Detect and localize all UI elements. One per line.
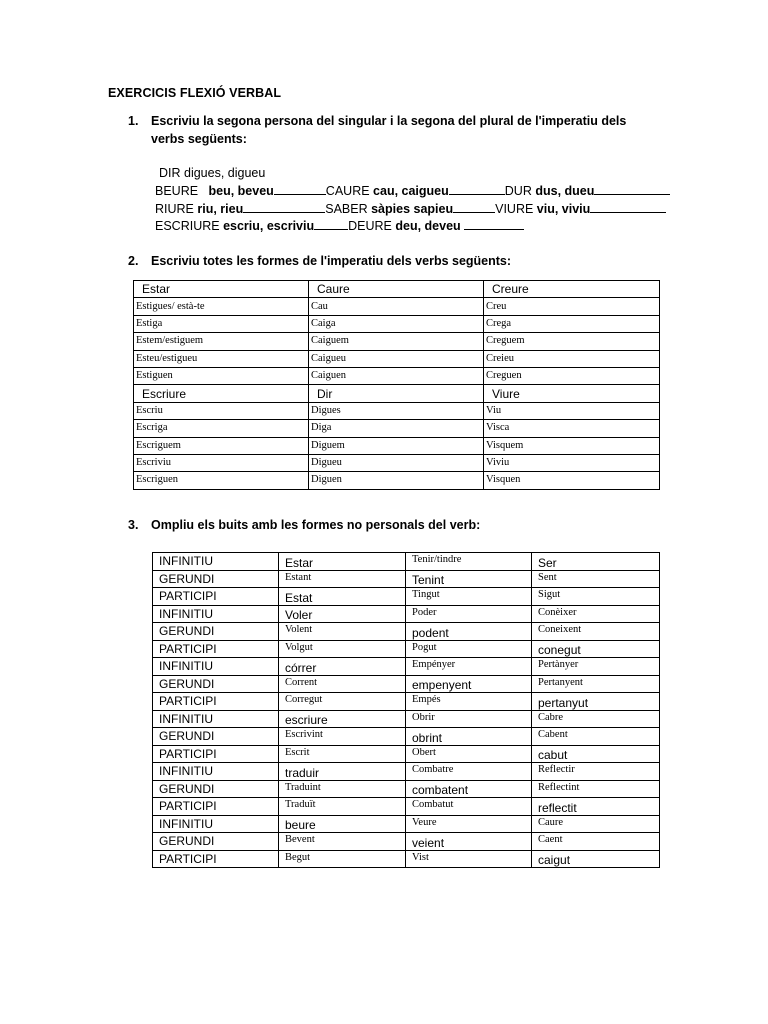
- question-1-text: Escriviu la segona persona del singular i la segona del plural de l'imperatiu dels verbs següents:: [151, 114, 627, 146]
- form-type-label: GERUNDI: [153, 675, 279, 693]
- table-row: [134, 437, 660, 454]
- verb-header: Escriure: [134, 385, 309, 402]
- table-row: [153, 658, 660, 676]
- imperative-form-cell[interactable]: Creieu: [484, 350, 660, 367]
- verb-form-cell[interactable]: Vist: [406, 850, 532, 868]
- answer-riure: riu, rieu: [197, 202, 244, 216]
- verb-form-cell[interactable]: pertanyut: [532, 693, 660, 711]
- imperative-form-cell[interactable]: Esteu/estigueu: [134, 350, 309, 367]
- verb-form-cell[interactable]: beure: [279, 815, 406, 833]
- verb-form-cell[interactable]: Traduït: [279, 798, 406, 816]
- table-row: [153, 833, 660, 851]
- verb-form-cell[interactable]: Cabre: [532, 710, 660, 728]
- verb-header: Viure: [484, 385, 660, 402]
- verb-form-cell[interactable]: Tenir/tindre: [406, 553, 532, 571]
- table-row: [153, 763, 660, 781]
- verb-form-cell[interactable]: Estar: [279, 553, 406, 571]
- verb-form-cell[interactable]: Corregut: [279, 693, 406, 711]
- imperative-form-cell[interactable]: Creguen: [484, 367, 660, 384]
- imperative-form-cell[interactable]: Estigues/ està-te: [134, 298, 309, 315]
- verb-form-cell[interactable]: Combatre: [406, 763, 532, 781]
- imperative-form-cell[interactable]: Caiguem: [309, 333, 484, 350]
- verb-form-cell[interactable]: Corrent: [279, 675, 406, 693]
- verb-escriure: ESCRIURE: [155, 219, 220, 233]
- verb-form-cell[interactable]: Escrivint: [279, 728, 406, 746]
- verb-form-cell[interactable]: caigut: [532, 850, 660, 868]
- imperative-form-cell[interactable]: Diga: [309, 420, 484, 437]
- table-row: [153, 675, 660, 693]
- verb-form-cell[interactable]: veient: [406, 833, 532, 851]
- verb-form-cell[interactable]: Conèixer: [532, 605, 660, 623]
- imperative-form-cell[interactable]: Escriviu: [134, 454, 309, 471]
- verb-form-cell[interactable]: Veure: [406, 815, 532, 833]
- verb-form-cell[interactable]: Combatut: [406, 798, 532, 816]
- blank-line[interactable]: [243, 200, 325, 213]
- imperative-form-cell[interactable]: Crega: [484, 315, 660, 332]
- table-row: [134, 420, 660, 437]
- imperative-form-cell[interactable]: Diguen: [309, 472, 484, 489]
- form-type-label: PARTICIPI: [153, 850, 279, 868]
- blank-line[interactable]: [594, 182, 670, 195]
- verb-dir: DIR: [159, 166, 181, 180]
- verb-form-cell[interactable]: Obrir: [406, 710, 532, 728]
- verb-form-cell[interactable]: obrint: [406, 728, 532, 746]
- verb-form-cell[interactable]: combatent: [406, 780, 532, 798]
- form-type-label: GERUNDI: [153, 728, 279, 746]
- table-row: [153, 780, 660, 798]
- non-personal-forms-table: [152, 552, 660, 868]
- verb-form-cell[interactable]: empenyent: [406, 675, 532, 693]
- verb-deure: DEURE: [348, 219, 392, 233]
- table-row: [153, 710, 660, 728]
- imperative-form-cell[interactable]: Digueu: [309, 454, 484, 471]
- imperative-form-cell[interactable]: Cau: [309, 298, 484, 315]
- verb-header: Creure: [484, 281, 660, 298]
- verb-form-cell[interactable]: Coneixent: [532, 623, 660, 641]
- page-title: EXERCICIS FLEXIÓ VERBAL: [108, 86, 282, 100]
- form-type-label: PARTICIPI: [153, 798, 279, 816]
- verb-form-cell[interactable]: córrer: [279, 658, 406, 676]
- verb-form-cell[interactable]: Sent: [532, 570, 660, 588]
- verb-form-cell[interactable]: reflectit: [532, 798, 660, 816]
- verb-form-cell[interactable]: Obert: [406, 745, 532, 763]
- form-type-label: GERUNDI: [153, 623, 279, 641]
- answer-viure: viu, viviu: [536, 202, 591, 216]
- blank-line[interactable]: [590, 200, 666, 213]
- q1-line-1: [159, 164, 265, 182]
- verb-header: Caure: [309, 281, 484, 298]
- table-row: [153, 745, 660, 763]
- table-row: [153, 588, 660, 606]
- table-row: [153, 728, 660, 746]
- imperative-form-cell[interactable]: Viviu: [484, 454, 660, 471]
- table-row: [134, 350, 660, 367]
- table-row: [153, 623, 660, 641]
- form-type-label: INFINITIU: [153, 605, 279, 623]
- table-row: [153, 815, 660, 833]
- blank-line[interactable]: [464, 217, 524, 230]
- answer-escriure: escriu, escriviu: [223, 219, 315, 233]
- verb-form-cell[interactable]: traduir: [279, 763, 406, 781]
- verb-form-cell[interactable]: Pertanyent: [532, 675, 660, 693]
- imperative-form-cell[interactable]: Escriu: [134, 402, 309, 419]
- table-row: [153, 798, 660, 816]
- blank-line[interactable]: [449, 182, 505, 195]
- answer-dir: digues, digueu: [180, 166, 266, 180]
- table-row: [134, 298, 660, 315]
- header-row: [134, 281, 660, 298]
- verb-form-cell[interactable]: Cabent: [532, 728, 660, 746]
- form-type-label: INFINITIU: [153, 710, 279, 728]
- answer-caure: cau, caigueu: [373, 184, 449, 198]
- verb-form-cell[interactable]: Voler: [279, 605, 406, 623]
- verb-form-cell[interactable]: Sigut: [532, 588, 660, 606]
- table-row: [134, 454, 660, 471]
- verb-form-cell[interactable]: Estant: [279, 570, 406, 588]
- form-type-label: INFINITIU: [153, 553, 279, 571]
- imperative-form-cell[interactable]: Visquen: [484, 472, 660, 489]
- verb-form-cell[interactable]: Empényer: [406, 658, 532, 676]
- verb-form-cell[interactable]: Estat: [279, 588, 406, 606]
- answer-deure: deu, deveu: [395, 219, 461, 233]
- question-3-number: 3.: [128, 518, 139, 532]
- form-type-label: INFINITIU: [153, 815, 279, 833]
- imperative-form-cell[interactable]: Creguem: [484, 333, 660, 350]
- verb-caure: CAURE: [325, 184, 370, 198]
- verb-form-cell[interactable]: Volgut: [279, 640, 406, 658]
- blank-line[interactable]: [314, 217, 348, 230]
- imperative-form-cell[interactable]: Caiga: [309, 315, 484, 332]
- table-row: [134, 402, 660, 419]
- verb-header: Dir: [309, 385, 484, 402]
- verb-form-cell[interactable]: Reflectir: [532, 763, 660, 781]
- q1-line-2: [155, 182, 670, 200]
- verb-form-cell[interactable]: Volent: [279, 623, 406, 641]
- verb-saber: SABER: [325, 202, 368, 216]
- table-row: [134, 333, 660, 350]
- blank-line[interactable]: [274, 182, 326, 195]
- table-row: [153, 850, 660, 868]
- form-type-label: GERUNDI: [153, 833, 279, 851]
- verb-form-cell[interactable]: Begut: [279, 850, 406, 868]
- verb-form-cell[interactable]: Pertànyer: [532, 658, 660, 676]
- form-type-label: INFINITIU: [153, 658, 279, 676]
- imperative-form-cell[interactable]: Creu: [484, 298, 660, 315]
- question-2-text: Escriviu totes les formes de l'imperatiu dels verbs següents:: [151, 254, 512, 268]
- form-type-label: GERUNDI: [153, 570, 279, 588]
- imperative-form-cell[interactable]: Viu: [484, 402, 660, 419]
- imperative-form-cell[interactable]: Escriguen: [134, 472, 309, 489]
- form-type-label: PARTICIPI: [153, 693, 279, 711]
- imperative-form-cell[interactable]: Escriga: [134, 420, 309, 437]
- verb-viure: VIURE: [495, 202, 534, 216]
- verb-header: Estar: [134, 281, 309, 298]
- table-row: [134, 315, 660, 332]
- verb-form-cell[interactable]: escriure: [279, 710, 406, 728]
- form-type-label: INFINITIU: [153, 763, 279, 781]
- verb-form-cell[interactable]: Traduint: [279, 780, 406, 798]
- imperative-form-cell[interactable]: Estiguen: [134, 367, 309, 384]
- form-type-label: PARTICIPI: [153, 745, 279, 763]
- verb-form-cell[interactable]: Caure: [532, 815, 660, 833]
- verb-form-cell[interactable]: Empés: [406, 693, 532, 711]
- blank-line[interactable]: [453, 200, 495, 213]
- verb-form-cell[interactable]: conegut: [532, 640, 660, 658]
- table-row: [153, 605, 660, 623]
- table-row: [153, 693, 660, 711]
- form-type-label: PARTICIPI: [153, 588, 279, 606]
- table-row: [134, 367, 660, 384]
- verb-form-cell[interactable]: cabut: [532, 745, 660, 763]
- question-2-number: 2.: [128, 254, 139, 268]
- imperative-form-cell[interactable]: Escriguem: [134, 437, 309, 454]
- verb-form-cell[interactable]: Poder: [406, 605, 532, 623]
- verb-form-cell[interactable]: Tingut: [406, 588, 532, 606]
- form-type-label: PARTICIPI: [153, 640, 279, 658]
- verb-form-cell[interactable]: Reflectint: [532, 780, 660, 798]
- answer-saber: sàpies sapieu: [371, 202, 454, 216]
- imperative-form-cell[interactable]: Visquem: [484, 437, 660, 454]
- imperative-form-cell[interactable]: Caiguen: [309, 367, 484, 384]
- q1-line-4: [155, 217, 524, 235]
- question-1-number: 1.: [128, 114, 139, 128]
- table-row: [134, 472, 660, 489]
- imperative-form-cell[interactable]: Caigueu: [309, 350, 484, 367]
- answer-beure: beu, beveu: [208, 184, 274, 198]
- imperative-form-cell[interactable]: Visca: [484, 420, 660, 437]
- verb-riure: RIURE: [155, 202, 194, 216]
- imperative-table: [133, 280, 660, 490]
- imperative-form-cell[interactable]: Estem/estiguem: [134, 333, 309, 350]
- imperative-form-cell[interactable]: Digues: [309, 402, 484, 419]
- table-row: [153, 570, 660, 588]
- form-type-label: GERUNDI: [153, 780, 279, 798]
- verb-dur: DUR: [504, 184, 532, 198]
- verb-form-cell[interactable]: podent: [406, 623, 532, 641]
- table-row: [153, 640, 660, 658]
- q1-line-3: [155, 200, 666, 218]
- verb-beure: BEURE: [155, 184, 199, 198]
- answer-dur: dus, dueu: [535, 184, 595, 198]
- verb-form-cell[interactable]: Escrit: [279, 745, 406, 763]
- question-3-text: Ompliu els buits amb les formes no personals del verb:: [151, 518, 481, 532]
- verb-form-cell[interactable]: Tenint: [406, 570, 532, 588]
- verb-form-cell[interactable]: Pogut: [406, 640, 532, 658]
- header-row: [134, 385, 660, 402]
- imperative-form-cell[interactable]: Estiga: [134, 315, 309, 332]
- verb-form-cell[interactable]: Caent: [532, 833, 660, 851]
- table-row: [153, 553, 660, 571]
- verb-form-cell[interactable]: Ser: [532, 553, 660, 571]
- imperative-form-cell[interactable]: Diguem: [309, 437, 484, 454]
- verb-form-cell[interactable]: Bevent: [279, 833, 406, 851]
